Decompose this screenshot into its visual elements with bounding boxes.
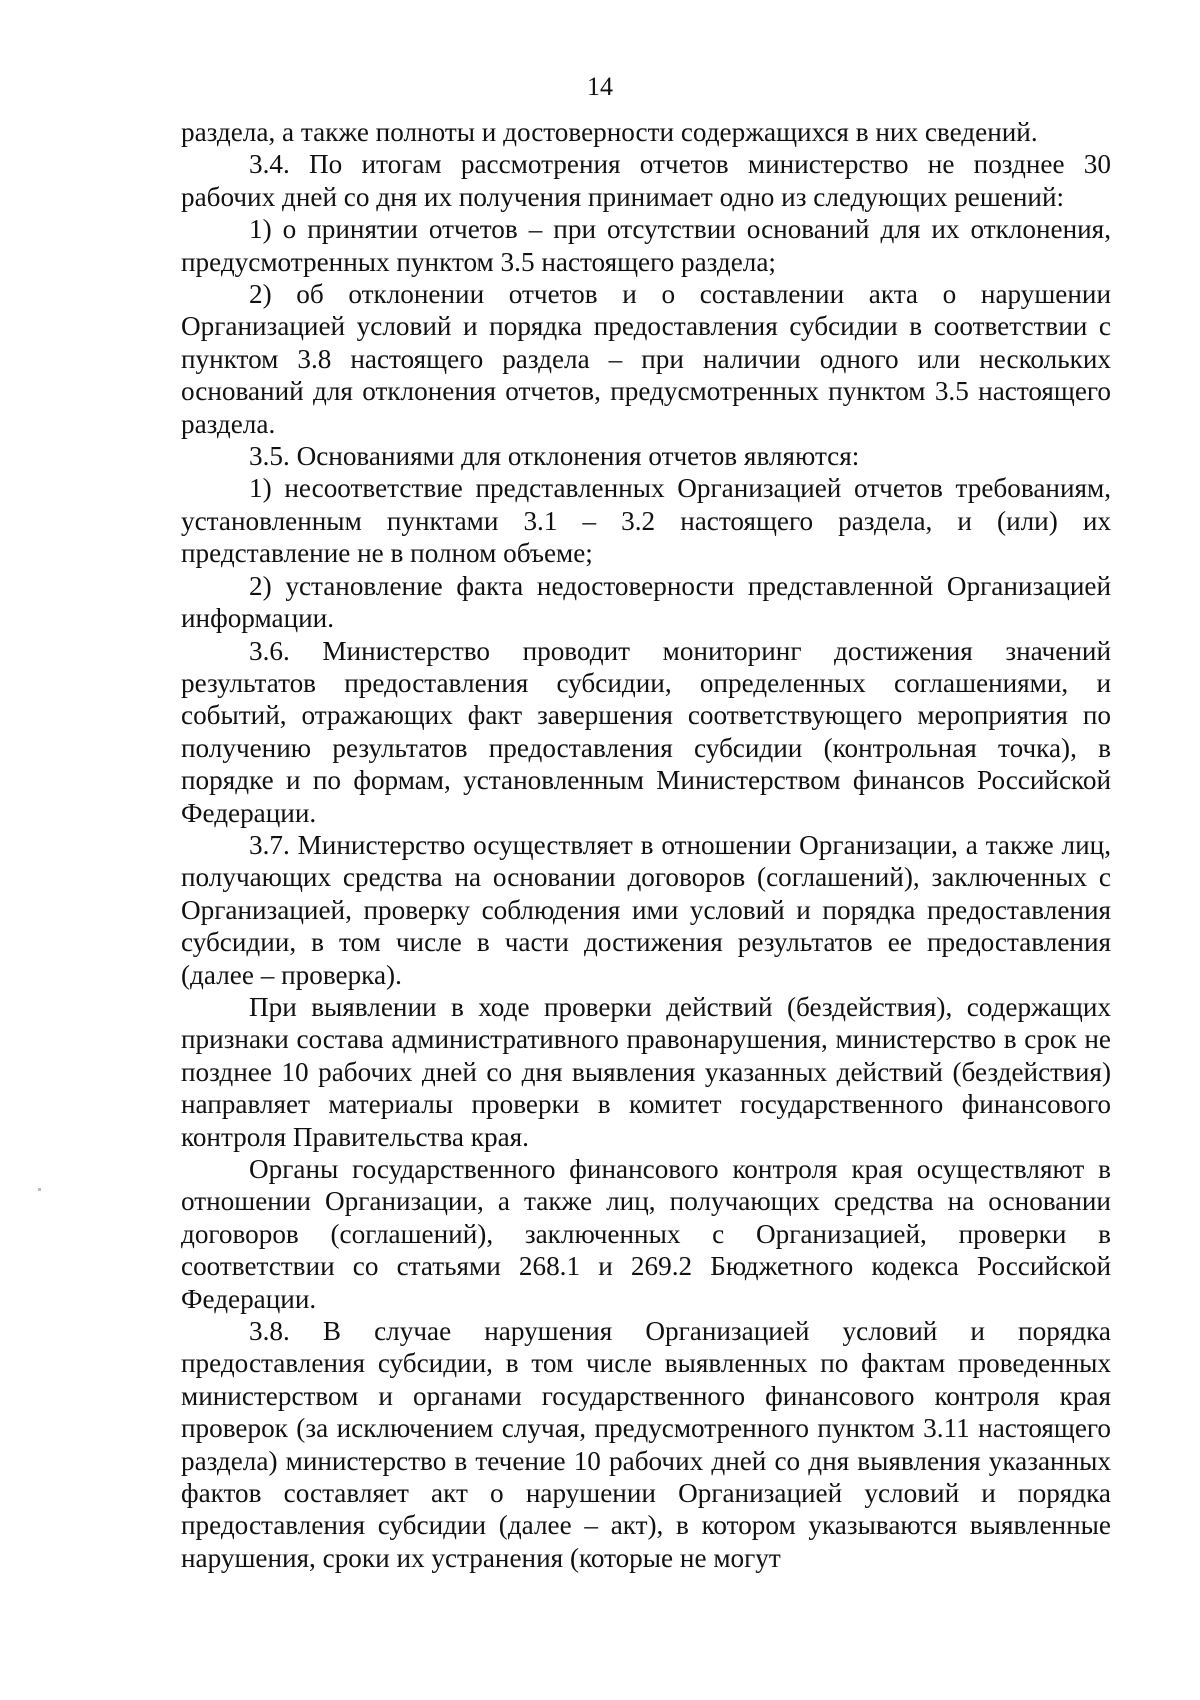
paragraph: 1) о принятии отчетов – при отсутствии оснований для их отклонения, предусмотренных пунктом 3.5 настоящего раздела;	[181, 214, 1111, 277]
paragraph: 3.4. По итогам рассмотрения отчетов министерство не позднее 30 рабочих дней со дня их получения принимает одно из следующих решений:	[181, 149, 1111, 212]
paragraph: 3.6. Министерство проводит мониторинг достижения значений результатов предоставления субсидии, определенных соглашениями, и событий, отражающих факт завершения соответствующего мероприятия по получению результатов предоставления субсидии (контрольная точка), в порядке и по формам, установленным Министерством финансов Российской Федерации.	[181, 635, 1111, 828]
paragraph: 1) несоответствие представленных Организацией отчетов требованиям, установленным пунктами 3.1 – 3.2 настоящего раздела, и (или) их представление не в полном объеме;	[181, 473, 1111, 569]
paragraph: При выявлении в ходе проверки действий (бездействия), содержащих признаки состава административного правонарушения, министерство в срок не позднее 10 рабочих дней со дня выявления указанных действий (бездействия) направляет материалы проверки в комитет государственного финансового контроля Правительства края.	[181, 991, 1111, 1152]
paragraph: Органы государственного финансового контроля края осуществляют в отношении Организации, а также лиц, получающих средства на основании договоров (соглашений), заключенных с Организацией, проверки в соответствии со статьями 268.1 и 269.2 Бюджетного кодекса Российской Федерации.	[181, 1154, 1111, 1314]
document-body	[181, 116, 1111, 1574]
paragraph: 2) об отклонении отчетов и о составлении акта о нарушении Организацией условий и порядка предоставления субсидии в соответствии с пунктом 3.8 настоящего раздела – при наличии одного или нескольких оснований для отклонения отчетов, предусмотренных пунктом 3.5 настоящего раздела.	[181, 279, 1111, 439]
paragraph: раздела, а также полноты и достоверности содержащихся в них сведений.	[181, 117, 1038, 147]
paragraph: 3.8. В случае нарушения Организацией условий и порядка предоставления субсидии, в том числе выявленных по фактам проведенных министерством и органами государственного финансового контроля края проверок (за исключением случая, предусмотренного пунктом 3.11 настоящего раздела) министерство в течение 10 рабочих дней со дня выявления указанных фактов составляет акт о нарушении Организацией условий и порядка предоставления субсидии (далее – акт), в котором указываются выявленные нарушения, сроки их устранения (которые не могут	[181, 1316, 1111, 1573]
paragraph: 2) установление факта недостоверности представленной Организацией информации.	[181, 570, 1111, 634]
page-number: 14	[587, 72, 613, 101]
paragraph: 3.5. Основаниями для отклонения отчетов являются:	[249, 441, 860, 472]
scan-speck	[38, 1188, 41, 1191]
paragraph: 3.7. Министерство осуществляет в отношении Организации, а также лиц, получающих средства на основании договоров (соглашений), заключенных с Организацией, проверку соблюдения ими условий и порядка предоставления субсидии, в том числе в части достижения результатов ее предоставления (далее – проверка).	[181, 829, 1111, 990]
